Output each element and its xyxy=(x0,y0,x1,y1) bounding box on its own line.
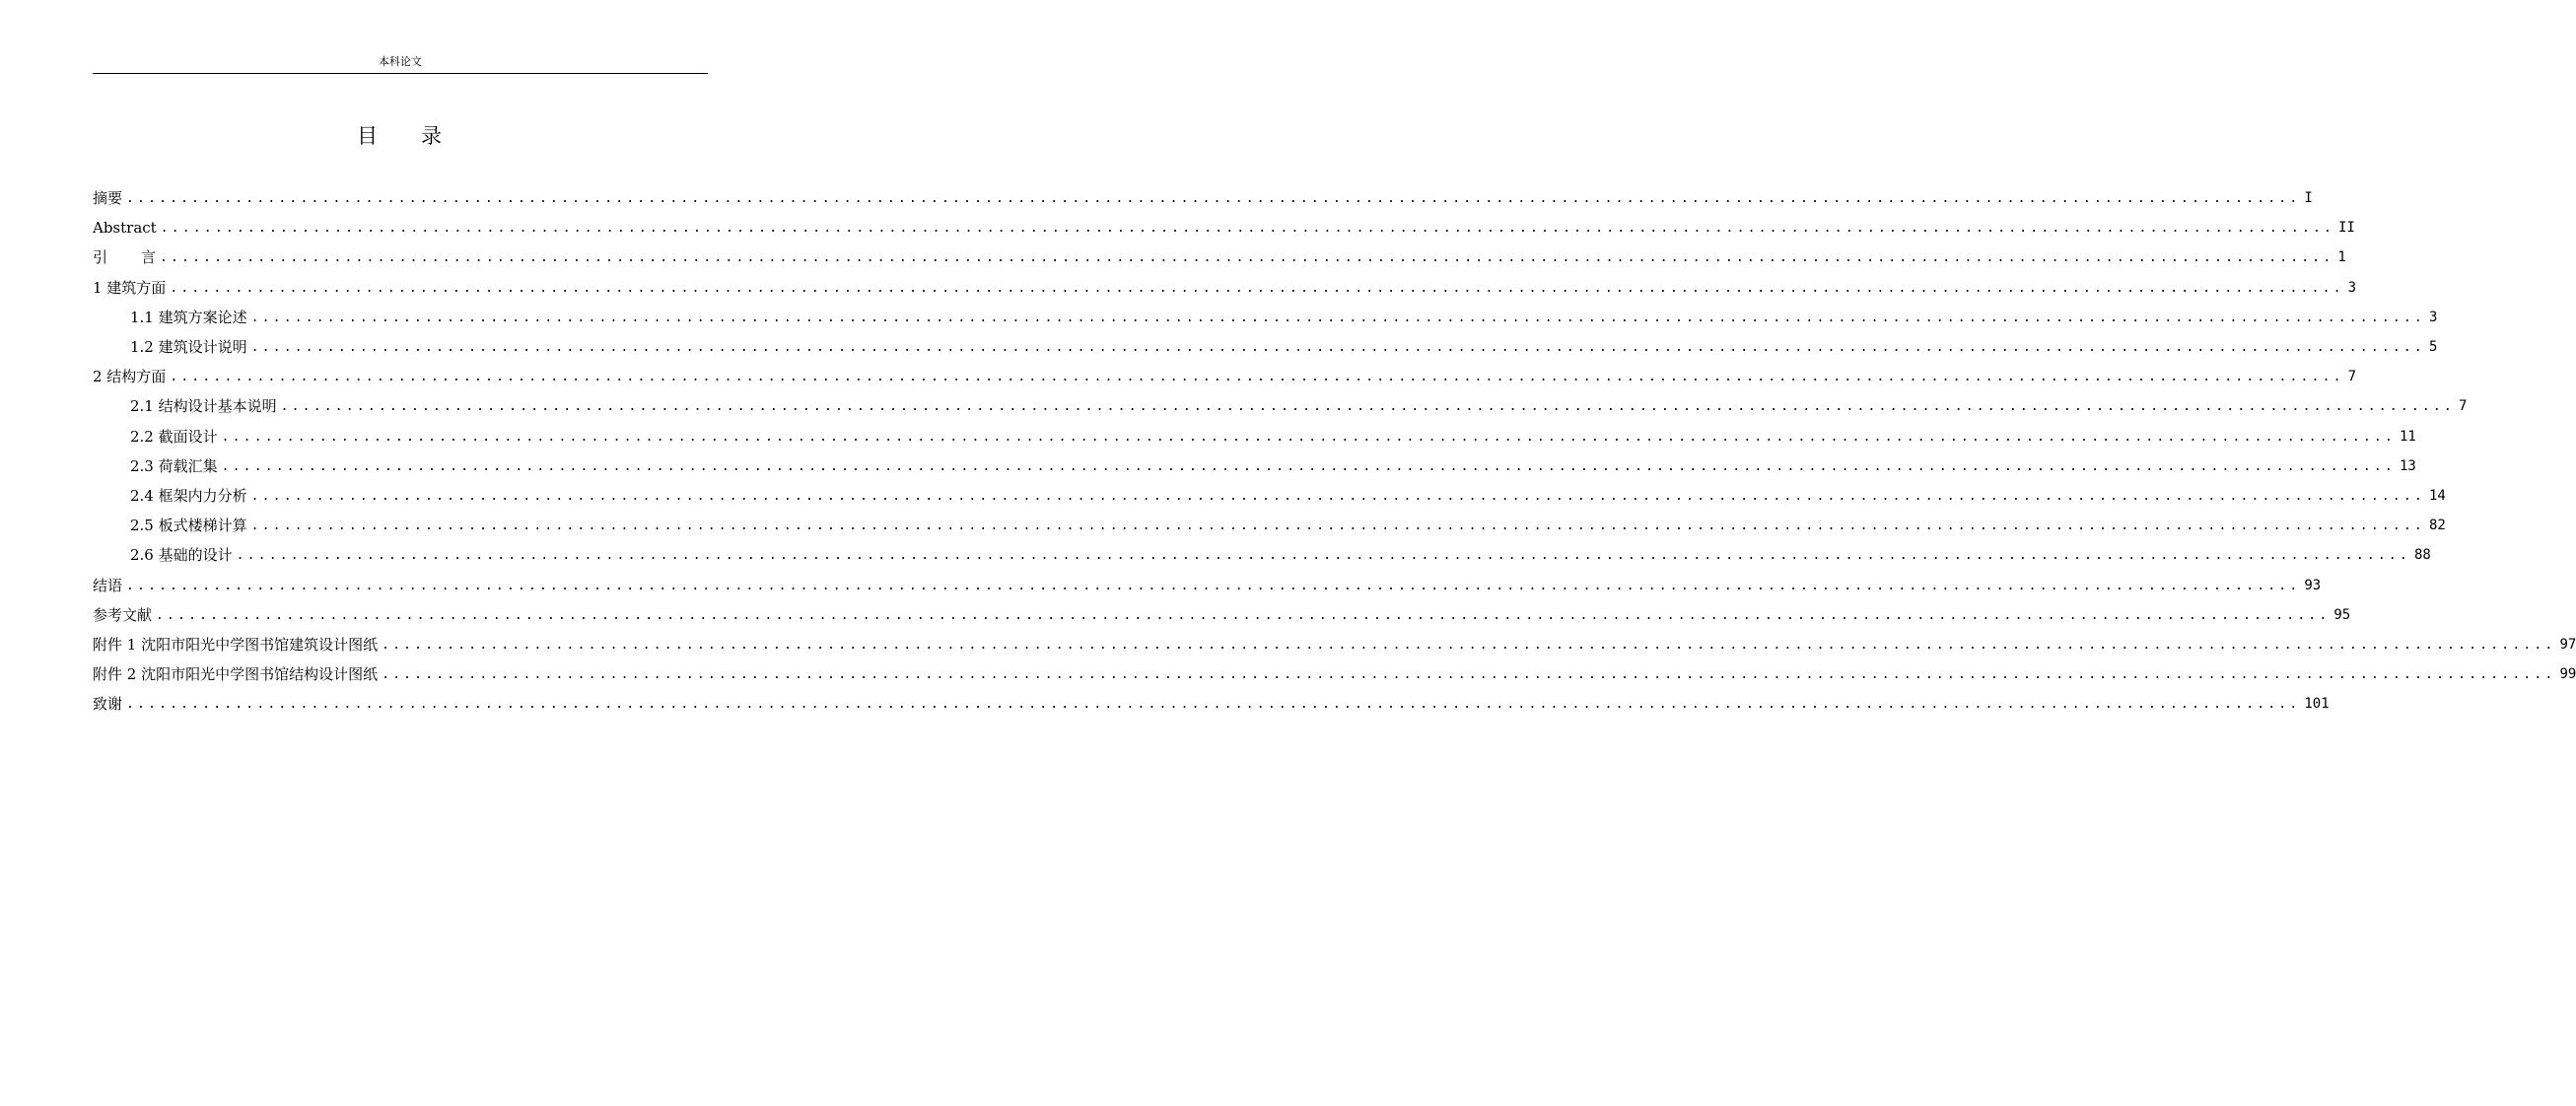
toc-entry-label: 1 建筑方面 xyxy=(93,278,167,297)
toc-entry-page: 99 xyxy=(2559,666,2576,683)
toc-leader-dots: ........................................................................................................................................................................................................ xyxy=(250,340,2425,356)
toc-entry-label: 2 结构方面 xyxy=(93,368,167,386)
toc-entry-label: Abstract xyxy=(93,219,157,238)
toc-entry-label-part-1: 引 xyxy=(93,248,108,267)
page-title xyxy=(93,122,708,150)
toc-entry-section-1-1[interactable] xyxy=(93,303,2438,332)
toc-entry-page: 97 xyxy=(2559,636,2576,653)
toc-entry-label: 1.2 建筑设计说明 xyxy=(130,338,247,357)
toc-leader-dots: ........................................................................................................................................................................................................ xyxy=(236,548,2410,564)
toc-entry-page: 14 xyxy=(2428,487,2446,504)
toc-entry-abstract-cn[interactable] xyxy=(93,183,2313,213)
toc-entry-section-2-1[interactable] xyxy=(93,391,2468,421)
toc-entry-section-2-2[interactable] xyxy=(93,422,2416,451)
header-text: 本科论文 xyxy=(379,55,422,68)
toc-entry-label: 2.3 荷载汇集 xyxy=(130,456,218,475)
toc-entry-label: 附件 1 沈阳市阳光中学图书馆建筑设计图纸 xyxy=(93,635,379,654)
toc-entry-page: 95 xyxy=(2333,606,2351,623)
toc-entry-section-2-5[interactable] xyxy=(93,511,2446,540)
toc-leader-dots: ........................................................................................................................................................................................................ xyxy=(160,250,2334,266)
toc-entry-page: II xyxy=(2338,220,2355,237)
toc-entry-page: I xyxy=(2304,190,2313,207)
toc-entry-label: 2.2 截面设计 xyxy=(130,427,218,446)
toc-entry-label xyxy=(93,247,156,267)
toc-entry-label: 2.1 结构设计基本说明 xyxy=(130,397,277,416)
toc-entry-introduction[interactable] xyxy=(93,242,2346,272)
toc-entry-label: 2.5 板式楼梯计算 xyxy=(130,517,247,535)
toc-leader-dots: ........................................................................................................................................................................................................ xyxy=(126,697,2301,713)
toc-leader-dots: ........................................................................................................................................................................................................ xyxy=(126,191,2301,207)
toc-entry-references[interactable] xyxy=(93,600,2351,630)
toc-leader-dots: ........................................................................................................................................................................................................ xyxy=(280,399,2455,415)
title-char-1: 目 xyxy=(357,124,380,148)
toc-leader-dots: ........................................................................................................................................................................................................ xyxy=(160,221,2335,237)
toc-entry-conclusion[interactable] xyxy=(93,570,2322,599)
toc-entry-label: 摘要 xyxy=(93,189,123,208)
toc-leader-dots: ........................................................................................................................................................................................................ xyxy=(250,488,2425,504)
toc-entry-page: 13 xyxy=(2399,457,2416,474)
toc-entry-page: 3 xyxy=(2428,309,2438,325)
toc-leader-dots: ........................................................................................................................................................................................................ xyxy=(382,637,2556,653)
toc-entry-chapter-2[interactable] xyxy=(93,362,2357,391)
toc-entry-page: 7 xyxy=(2347,369,2357,385)
toc-leader-dots: ........................................................................................................................................................................................................ xyxy=(126,578,2301,593)
toc-entry-section-2-3[interactable] xyxy=(93,451,2416,481)
toc-entry-label: 2.4 框架内力分析 xyxy=(130,486,247,505)
table-of-contents xyxy=(93,183,2576,719)
toc-entry-chapter-1[interactable] xyxy=(93,273,2357,303)
toc-entry-label: 结语 xyxy=(93,576,123,594)
toc-leader-dots: ........................................................................................................................................................................................................ xyxy=(170,370,2344,385)
toc-entry-page: 11 xyxy=(2399,428,2416,445)
toc-entry-page: 82 xyxy=(2428,518,2446,534)
toc-entry-label: 1.1 建筑方案论述 xyxy=(130,308,247,326)
toc-entry-page: 88 xyxy=(2413,547,2431,564)
toc-entry-section-2-4[interactable] xyxy=(93,481,2446,511)
toc-entry-appendix-2[interactable] xyxy=(93,659,2576,689)
toc-entry-page: 3 xyxy=(2347,279,2357,296)
toc-entry-label: 2.6 基础的设计 xyxy=(130,546,233,565)
toc-leader-dots: ........................................................................................................................................................................................................ xyxy=(250,310,2425,325)
toc-entry-page: 7 xyxy=(2458,398,2468,415)
toc-leader-dots: ........................................................................................................................................................................................................ xyxy=(382,667,2556,683)
toc-entry-label-part-2: 言 xyxy=(141,248,157,267)
toc-entry-page: 93 xyxy=(2304,577,2322,593)
toc-leader-dots: ........................................................................................................................................................................................................ xyxy=(221,458,2396,474)
toc-entry-page: 1 xyxy=(2337,249,2346,266)
toc-leader-dots: ........................................................................................................................................................................................................ xyxy=(250,518,2425,534)
toc-entry-page: 5 xyxy=(2428,339,2438,356)
toc-entry-label: 附件 2 沈阳市阳光中学图书馆结构设计图纸 xyxy=(93,665,379,684)
toc-entry-page: 101 xyxy=(2304,696,2330,713)
toc-entry-section-1-2[interactable] xyxy=(93,332,2438,362)
toc-entry-acknowledgements[interactable] xyxy=(93,689,2330,719)
title-char-2: 录 xyxy=(421,124,444,148)
toc-leader-dots: ........................................................................................................................................................................................................ xyxy=(221,429,2396,445)
toc-leader-dots: ........................................................................................................................................................................................................ xyxy=(170,280,2344,296)
toc-entry-label: 致谢 xyxy=(93,695,123,714)
toc-entry-label: 参考文献 xyxy=(93,605,153,624)
page-header xyxy=(93,55,708,74)
toc-entry-appendix-1[interactable] xyxy=(93,630,2576,659)
toc-leader-dots: ........................................................................................................................................................................................................ xyxy=(156,607,2331,623)
toc-entry-section-2-6[interactable] xyxy=(93,540,2431,570)
toc-entry-abstract-en[interactable] xyxy=(93,213,2355,242)
